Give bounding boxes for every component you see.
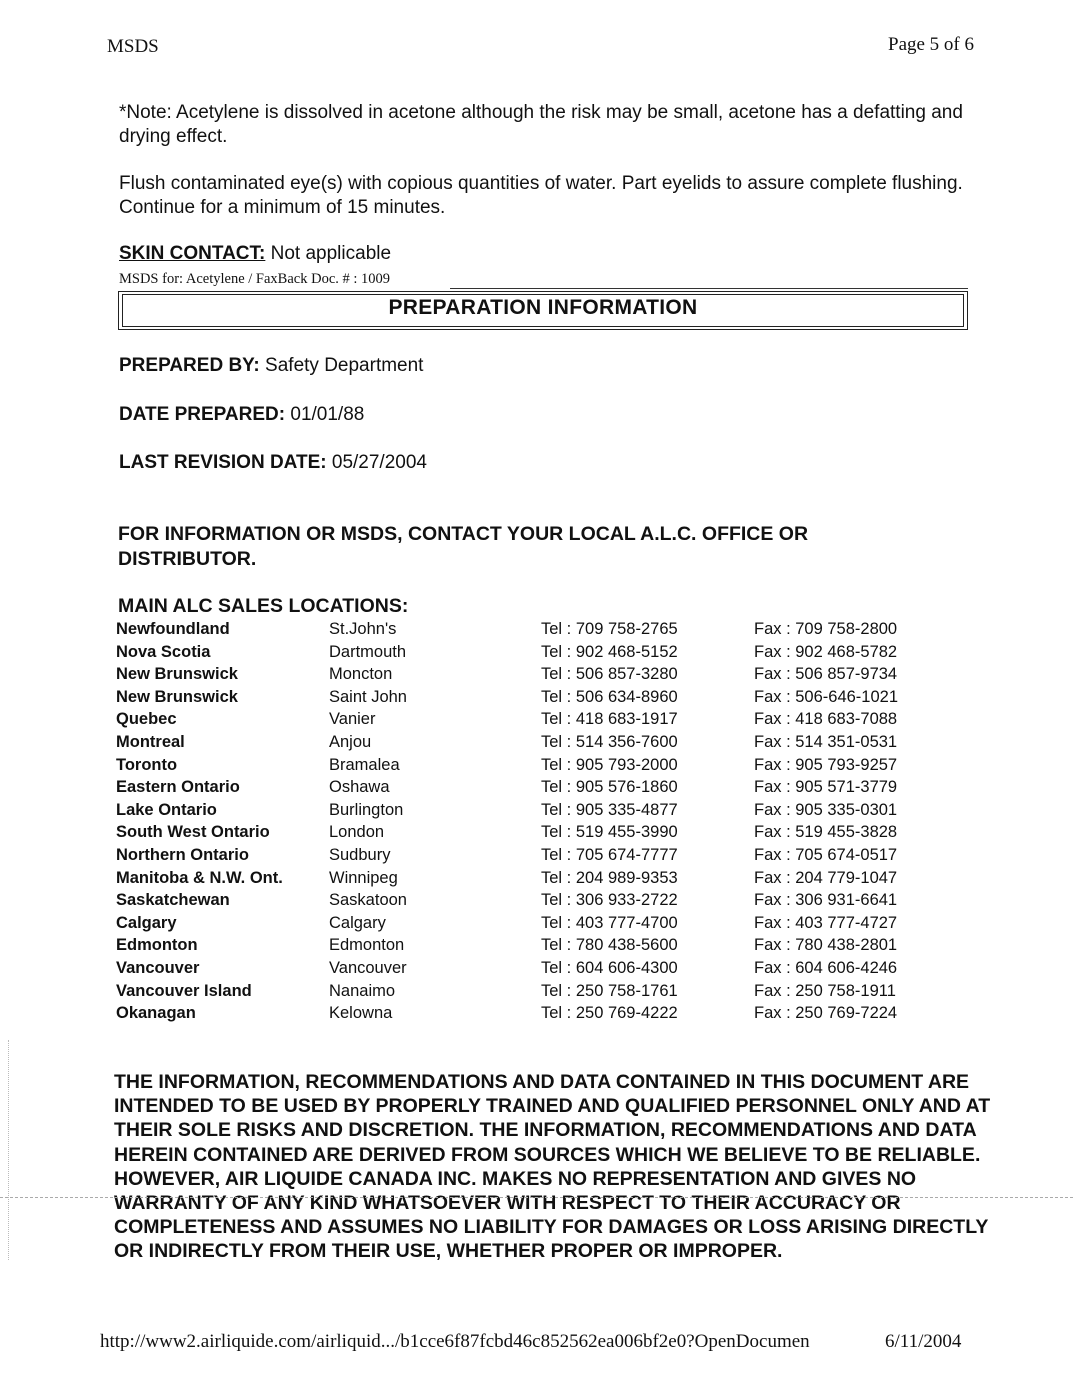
location-row bbox=[116, 618, 936, 641]
location-city: London bbox=[329, 823, 385, 842]
locations-table bbox=[116, 618, 936, 1025]
location-fax: Fax : 514 351-0531 bbox=[754, 732, 898, 751]
location-tel: Tel : 250 769-4222 bbox=[541, 1004, 678, 1023]
location-city: Edmonton bbox=[329, 936, 405, 955]
location-fax: Fax : 905 335-0301 bbox=[754, 800, 898, 819]
last-revision bbox=[119, 452, 427, 474]
location-row bbox=[116, 799, 936, 822]
location-tel: Tel : 905 793-2000 bbox=[541, 755, 678, 774]
prepared-by-value: Safety Department bbox=[265, 355, 424, 376]
location-fax: Fax : 506 857-9734 bbox=[754, 665, 898, 684]
location-region: Nova Scotia bbox=[116, 642, 211, 661]
location-tel: Tel : 905 335-4877 bbox=[541, 800, 678, 819]
location-region: Vancouver Island bbox=[116, 981, 252, 1000]
acetone-note: *Note: Acetylene is dissolved in acetone although the risk may be small, acetone has a defatting and drying effect. bbox=[119, 102, 963, 147]
location-fax: Fax : 780 438-2801 bbox=[754, 936, 898, 955]
location-fax: Fax : 604 606-4246 bbox=[754, 958, 898, 977]
faxback-doc-line: MSDS for: Acetylene / FaxBack Doc. # : 1009 bbox=[119, 271, 391, 287]
location-city: Vancouver bbox=[329, 958, 407, 977]
location-row bbox=[116, 867, 936, 890]
location-city: Kelowna bbox=[329, 1004, 393, 1023]
location-city: Sudbury bbox=[329, 845, 391, 864]
scan-artifact-line bbox=[0, 1197, 1073, 1198]
page-number: Page 5 of 6 bbox=[888, 34, 975, 55]
last-revision-value: 05/27/2004 bbox=[331, 452, 427, 473]
location-region: New Brunswick bbox=[116, 665, 238, 684]
location-row bbox=[116, 889, 936, 912]
location-city: Vanier bbox=[329, 710, 376, 729]
location-row bbox=[116, 821, 936, 844]
location-city: Winnipeg bbox=[329, 868, 398, 887]
location-tel: Tel : 506 857-3280 bbox=[541, 665, 678, 684]
location-region: Saskatchewan bbox=[116, 891, 230, 910]
location-fax: Fax : 403 777-4727 bbox=[754, 913, 898, 932]
location-city: Saskatoon bbox=[329, 891, 407, 910]
disclaimer: THE INFORMATION, RECOMMENDATIONS AND DATA CONTAINED IN THIS DOCUMENT ARE INTENDED TO BE USED BY PROPERLY TRAINED AND QUALIFIED PERSONNEL ONLY AND AT THEIR SOLE RISKS AND DISCRETION. THE INFORMATION, RECOMMENDATIONS AND DATA HEREIN CONTAINED ARE DERIVED FROM SOURCES WHICH WE BELIEVE TO BE RELIABLE. HOWEVER, AIR LIQUIDE CANADA INC. MAKES NO REPRESENTATION AND GIVES NO WARRANTY OF ANY KIND WHATSOEVER WITH RESPECT TO THEIR ACCURACY OR COMPLETENESS AND ASSUMES NO LIABILITY FOR DAMAGES OR LOSS ARISING DIRECTLY OR INDIRECTLY FROM THEIR USE, WHETHER PROPER OR IMPROPER. bbox=[114, 1071, 991, 1263]
location-region: Toronto bbox=[116, 755, 178, 774]
location-region: Lake Ontario bbox=[116, 800, 217, 819]
location-city: Saint John bbox=[329, 687, 407, 706]
location-region: New Brunswick bbox=[116, 687, 238, 706]
contact-notice: FOR INFORMATION OR MSDS, CONTACT YOUR LOCAL A.L.C. OFFICE OR DISTRIBUTOR. bbox=[118, 523, 809, 570]
date-prepared-value: 01/01/88 bbox=[290, 404, 365, 425]
location-region: Calgary bbox=[116, 913, 177, 932]
location-fax: Fax : 705 674-0517 bbox=[754, 845, 898, 864]
location-city: Calgary bbox=[329, 913, 386, 932]
location-tel: Tel : 506 634-8960 bbox=[541, 687, 678, 706]
location-tel: Tel : 604 606-4300 bbox=[541, 958, 678, 977]
location-row bbox=[116, 957, 936, 980]
last-revision-label: LAST REVISION DATE: bbox=[119, 452, 327, 473]
faxback-rule bbox=[450, 288, 968, 289]
location-tel: Tel : 905 576-1860 bbox=[541, 778, 678, 797]
location-fax: Fax : 506-646-1021 bbox=[754, 687, 899, 706]
location-region: Eastern Ontario bbox=[116, 778, 240, 797]
skin-contact bbox=[119, 243, 391, 265]
location-city: Nanaimo bbox=[329, 981, 396, 1000]
location-row bbox=[116, 708, 936, 731]
location-city: Oshawa bbox=[329, 778, 390, 797]
date-prepared-label: DATE PREPARED: bbox=[119, 404, 286, 425]
location-region: Edmonton bbox=[116, 936, 198, 955]
location-fax: Fax : 709 758-2800 bbox=[754, 620, 898, 638]
location-row bbox=[116, 686, 936, 709]
location-region: Northern Ontario bbox=[116, 845, 249, 864]
location-row bbox=[116, 934, 936, 957]
location-fax: Fax : 250 758-1911 bbox=[754, 981, 896, 1000]
location-fax: Fax : 418 683-7088 bbox=[754, 710, 898, 729]
location-tel: Tel : 780 438-5600 bbox=[541, 936, 678, 955]
location-fax: Fax : 905 793-9257 bbox=[754, 755, 898, 774]
location-tel: Tel : 204 989-9353 bbox=[541, 868, 678, 887]
location-row bbox=[116, 663, 936, 686]
location-row bbox=[116, 980, 936, 1003]
location-region: Manitoba & N.W. Ont. bbox=[116, 868, 283, 887]
location-tel: Tel : 519 455-3990 bbox=[541, 823, 678, 842]
section-title: PREPARATION INFORMATION bbox=[388, 296, 698, 319]
footer-url: http://www2.airliquide.com/airliquid.../b1cce6f87fcbd46c852562ea006bf2e0?OpenDocumen bbox=[100, 1331, 810, 1352]
location-row bbox=[116, 1002, 936, 1025]
location-region: Newfoundland bbox=[116, 620, 230, 638]
locations-heading: MAIN ALC SALES LOCATIONS: bbox=[118, 595, 409, 617]
location-fax: Fax : 519 455-3828 bbox=[754, 823, 898, 842]
prepared-by bbox=[119, 355, 423, 377]
skin-contact-value: Not applicable bbox=[270, 243, 392, 264]
location-region: Okanagan bbox=[116, 1004, 196, 1023]
location-region: Montreal bbox=[116, 732, 185, 751]
location-fax: Fax : 905 571-3779 bbox=[754, 778, 898, 797]
location-region: South West Ontario bbox=[116, 823, 270, 842]
location-tel: Tel : 709 758-2765 bbox=[541, 620, 678, 638]
location-tel: Tel : 902 468-5152 bbox=[541, 642, 678, 661]
location-tel: Tel : 514 356-7600 bbox=[541, 732, 678, 751]
footer-date: 6/11/2004 bbox=[885, 1331, 962, 1352]
location-fax: Fax : 250 769-7224 bbox=[754, 1004, 898, 1023]
location-row bbox=[116, 844, 936, 867]
location-tel: Tel : 306 933-2722 bbox=[541, 891, 678, 910]
location-fax: Fax : 306 931-6641 bbox=[754, 891, 898, 910]
location-tel: Tel : 418 683-1917 bbox=[541, 710, 678, 729]
location-row bbox=[116, 912, 936, 935]
location-tel: Tel : 705 674-7777 bbox=[541, 845, 678, 864]
header-title: MSDS bbox=[107, 36, 159, 57]
date-prepared bbox=[119, 404, 364, 426]
location-row bbox=[116, 641, 936, 664]
location-row bbox=[116, 731, 936, 754]
location-region: Vancouver bbox=[116, 958, 200, 977]
location-tel: Tel : 403 777-4700 bbox=[541, 913, 678, 932]
skin-contact-label: SKIN CONTACT: bbox=[119, 243, 266, 264]
location-fax: Fax : 204 779-1047 bbox=[754, 868, 898, 887]
location-city: Anjou bbox=[329, 732, 372, 751]
location-region: Quebec bbox=[116, 710, 177, 729]
location-city: Bramalea bbox=[329, 755, 400, 774]
location-row bbox=[116, 776, 936, 799]
flush-instructions: Flush contaminated eye(s) with copious quantities of water. Part eyelids to assure complete flushing. Continue for a minimum of 15 minutes. bbox=[119, 173, 963, 218]
location-city: Burlington bbox=[329, 800, 404, 819]
location-city: Dartmouth bbox=[329, 642, 407, 661]
scan-margin-marks bbox=[8, 1040, 11, 1260]
location-city: St.John's bbox=[329, 620, 397, 638]
prepared-by-label: PREPARED BY: bbox=[119, 355, 260, 376]
location-tel: Tel : 250 758-1761 bbox=[541, 981, 678, 1000]
location-city: Moncton bbox=[329, 665, 393, 684]
location-row bbox=[116, 754, 936, 777]
location-fax: Fax : 902 468-5782 bbox=[754, 642, 898, 661]
